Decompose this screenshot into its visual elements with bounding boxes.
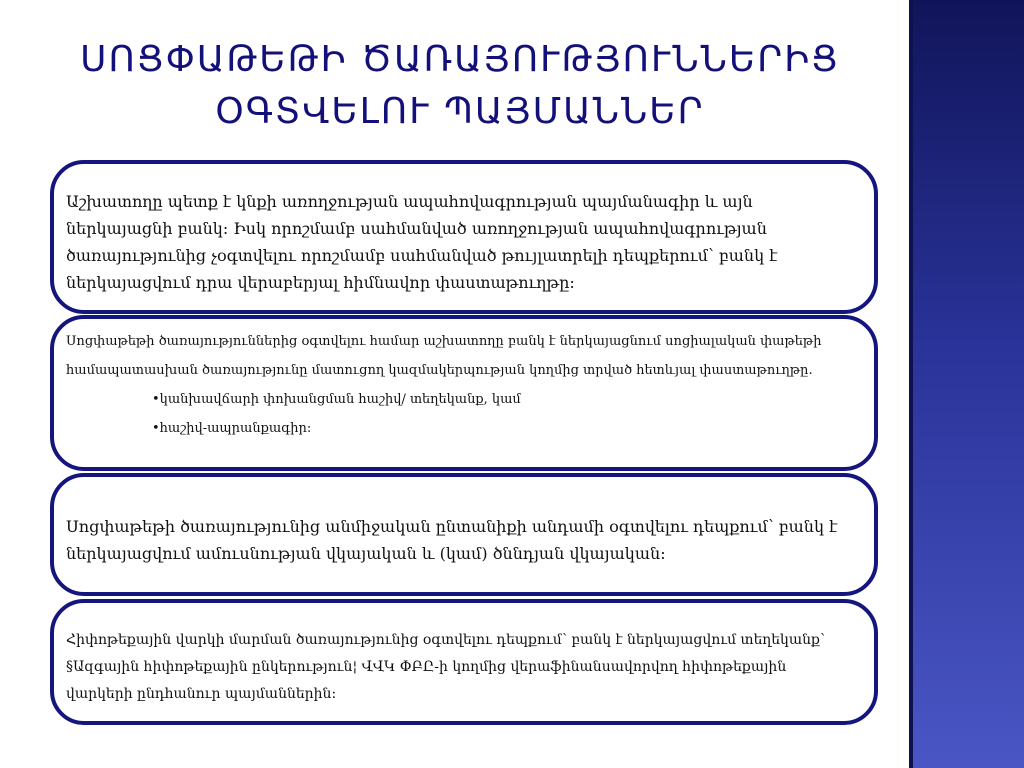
decorative-side-band: [913, 0, 1024, 768]
family-text: Սոցփաթեթի ծառայությունից անմիջական ընտանիքի անդամի օգտվելու դեպքում՝ բանկ է ներկայացվում ամուսնության վկայական և (կամ) ծննդյան վկայական:: [66, 517, 838, 563]
content-box-family: [50, 473, 878, 596]
bullet-item: •հաշիվ-ապրանքագիր:: [152, 421, 312, 436]
mortgage-text: Հիփոթեքային վարկի մարման ծառայությունից օգտվելու դեպքում՝ բանկ է ներկայացվում տեղեկանք՝ §Ազգային հիփոթեքային ընկերություն¦ ՎՎԿ ՓԲԸ-ի կողմից վերաֆինանսավորվող հիփոթեքային վարկերի ընդհանուր պայմաններին:: [66, 632, 826, 702]
title-line-2: ՕԳՏՎԵԼՈՒ ՊԱՅՄԱՆՆԵՐ: [215, 91, 705, 132]
slide-title: [20, 34, 900, 138]
content-box-documents: [50, 315, 878, 471]
bullet-item: •կանխավճարի փոխանցման հաշիվ/ տեղեկանք, կամ: [152, 392, 521, 407]
documents-text: Սոցփաթեթի ծառայություններից օգտվելու համար աշխատողը բանկ է ներկայացնում սոցիալական փաթեթի համապատասխան ծառայությունը մատուցող կազմակերպության կողմից տրված հետևյալ փաստաթուղթը.: [66, 334, 822, 378]
insurance-text: Աշխատողը պետք է կնքի առողջության ապահովագրության պայմանագիր և այն ներկայացնի բանկ: Իսկ որոշմամբ սահմանված առողջության ապահովագրության ծառայությունից չօգտվելու որոշմամբ սահմանված թույլատրելի դեպքերում՝ բանկ է ներկայացվում դրա վերաբերյալ հիմնավոր փաստաթուղթը:: [66, 192, 778, 292]
title-line-1: ՍՈՑՓԱԹԵԹԻ ԾԱՌԱՅՈՒԹՅՈՒՆՆԵՐԻՑ: [80, 39, 840, 80]
content-box-insurance: [50, 160, 878, 314]
content-box-mortgage: [50, 599, 878, 725]
